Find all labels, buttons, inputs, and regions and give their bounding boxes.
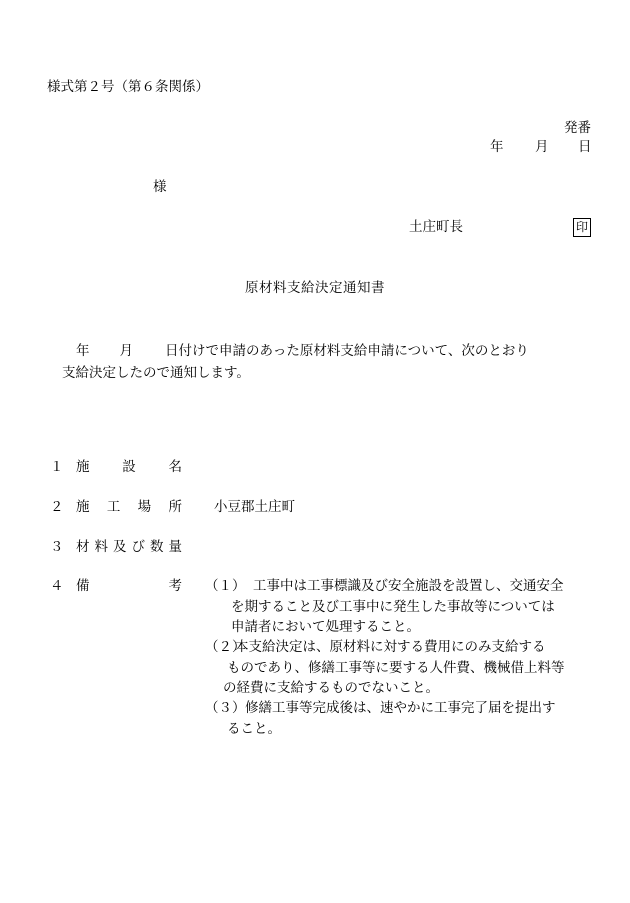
note-line: 本支給決定は、原材料に対する費用にのみ支給する: [235, 639, 546, 655]
document-title: 原材料支給決定通知書: [245, 280, 385, 296]
label-char: 工: [106, 499, 121, 515]
sender-name: 土庄町長: [409, 219, 463, 235]
note-line: を期すること及び工事中に発生した事故等については: [231, 598, 555, 615]
document-number-label: 発番: [564, 120, 591, 136]
remark-note-1: [205, 576, 597, 638]
item-number: ３: [50, 539, 64, 555]
item-number: ２: [50, 499, 64, 515]
note-line: ること。: [227, 720, 281, 737]
label-char: 及: [113, 539, 127, 555]
date-year: 年: [490, 139, 504, 155]
item-value: 小豆郡土庄町: [214, 499, 295, 515]
label-char: 料: [94, 539, 108, 555]
addressee: 様: [153, 179, 167, 195]
label-char: び: [131, 539, 145, 555]
item-label: [76, 580, 182, 594]
label-char: 備: [76, 578, 90, 594]
label-char: 施: [76, 459, 90, 475]
note-marker: （１）: [205, 578, 246, 594]
label-char: 場: [137, 499, 152, 515]
label-char: 材: [76, 539, 90, 555]
note-line: 申請者において処理すること。: [231, 619, 420, 635]
item-number: １: [50, 459, 64, 475]
form-number: 様式第２号（第６条関係）: [47, 79, 209, 95]
notice-body: [62, 340, 592, 384]
note-line: 工事中は工事標識及び安全施設を設置し、交通安全: [253, 578, 564, 594]
label-char: 名: [168, 459, 182, 475]
note-line: ものであり、修繕工事等に要する人件費、機械借上料等: [227, 659, 565, 676]
label-char: 施: [76, 499, 90, 515]
date-month: 月: [535, 139, 549, 155]
seal-box: 印: [573, 218, 591, 237]
label-char: 考: [168, 578, 182, 594]
remark-note-2: [205, 637, 597, 699]
body-year: 年: [76, 343, 90, 359]
item-label: [76, 501, 182, 515]
body-month: 月: [119, 343, 133, 359]
body-line-2: 支給決定したので通知します。: [62, 365, 250, 381]
note-text: [205, 698, 597, 739]
note-text: [205, 637, 597, 699]
note-line: 修繕工事等完成後は、速やかに工事完了届を提出す: [245, 700, 556, 716]
item-label: [76, 541, 182, 555]
note-line: の経費に支給するものでないこと。: [223, 680, 439, 696]
label-char: 設: [122, 459, 136, 475]
note-marker: （２）: [205, 639, 246, 655]
label-char: 量: [168, 539, 182, 555]
item-number: ４: [50, 578, 64, 594]
item-label: [76, 461, 182, 475]
date-day: 日: [578, 139, 592, 155]
body-line-1: [62, 340, 592, 362]
note-marker: （３）: [205, 700, 246, 716]
note-text: [205, 576, 597, 638]
body-line-1-text: 日付けで申請のあった原材料支給申請について、次のとおり: [165, 343, 529, 359]
label-char: 所: [168, 499, 182, 515]
remark-note-3: [205, 698, 597, 739]
label-char: 数: [150, 539, 164, 555]
